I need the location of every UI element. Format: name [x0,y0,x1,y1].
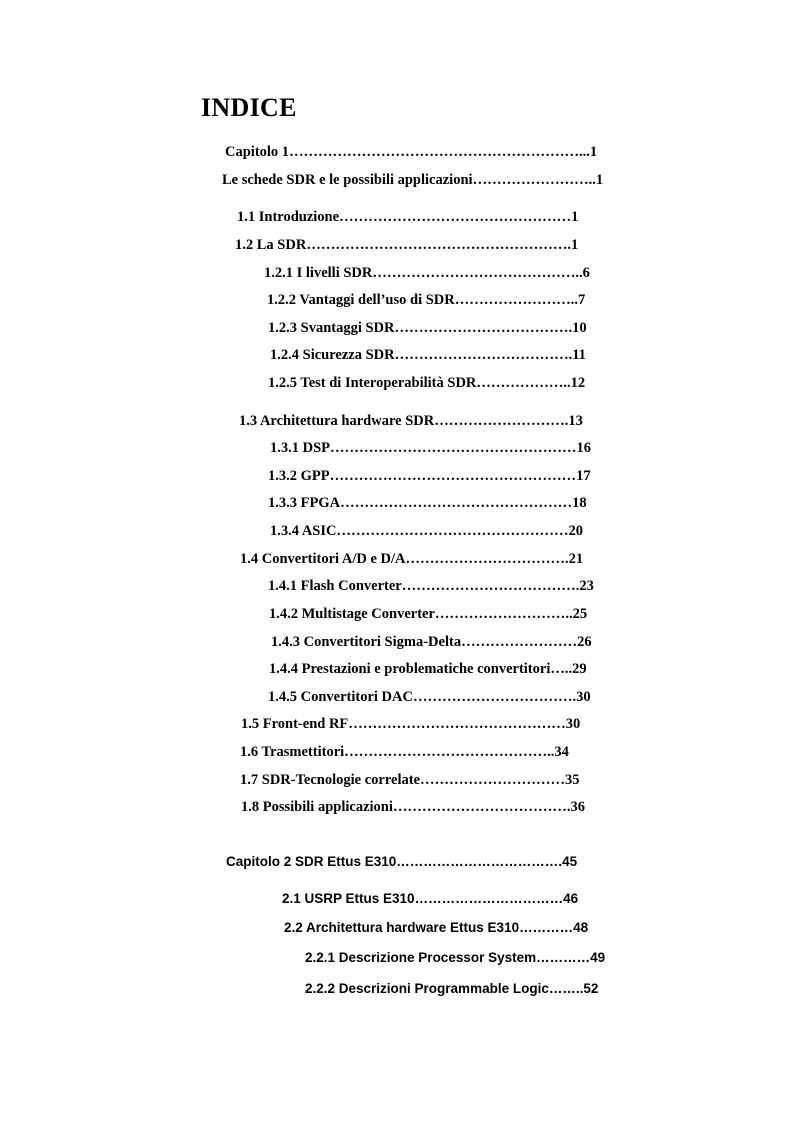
toc-entry-1-3[interactable] [239,412,583,430]
toc-label: 1.4 Convertitori A/D e D/A [240,551,406,567]
toc-page: 17 [576,468,591,484]
toc-label: 1.3.1 DSP [270,440,331,456]
toc-leader: ……………….. [476,375,571,391]
toc-label: 2.2.1 Descrizione Processor System [305,950,537,965]
toc-leader: ………………………………. [392,799,571,815]
toc-page: 30 [576,689,591,705]
toc-entry-2-2-1[interactable] [305,949,605,967]
toc-entry-1-3-3[interactable] [268,494,587,512]
toc-label: 1.3.3 FPGA [268,495,341,511]
toc-page: 25 [572,606,588,622]
toc-entry-1-2-3[interactable] [268,319,587,337]
toc-entry-2-1[interactable] [282,890,578,908]
toc-leader: ………………………. [434,413,569,429]
toc-leader: ………………………………………… [339,209,572,225]
page-title: INDICE [201,93,297,122]
toc-label: 1.2.4 Sicurezza SDR [270,347,395,363]
toc-leader: ………………………………. [394,320,573,336]
toc-page: 20 [568,523,583,539]
toc-page: 13 [568,413,583,429]
toc-entry-1-2-1[interactable] [264,264,590,282]
toc-page: 1 [571,209,579,225]
toc-page: 1 [595,172,604,188]
toc-label: Le schede SDR e le possibili applicazioni [222,172,473,188]
toc-label: 1.8 Possibili applicazioni [241,799,393,815]
toc-page: 12 [570,375,586,391]
toc-leader: ……………………………. [412,689,577,705]
toc-label: 1.4.5 Convertitori DAC [268,689,413,705]
toc-label: 1.5 Front-end RF [241,716,349,732]
toc-label: 1.4.4 Prestazioni e problematiche convertitori [269,661,551,677]
toc-page: 46 [563,891,579,906]
toc-entry-1-7[interactable] [240,771,580,789]
toc-entry-capitolo-2[interactable] [226,853,577,871]
toc-leader: ………………………… [420,772,566,788]
toc-leader: …………………………………………… [329,468,577,484]
toc-page: 18 [572,495,587,511]
toc-label: 1.2.3 Svantaggi SDR [268,320,395,336]
toc-page: 11 [572,347,586,363]
toc-leader: ………………………………. [396,854,563,869]
toc-leader: ……………………………………………………... [289,144,590,160]
toc-leader: …………………………………….. [344,744,555,760]
toc-label: 1.2.2 Vantaggi dell’uso di SDR [267,292,455,308]
toc-leader: …………………… [461,634,578,650]
toc-page: 1 [570,237,579,253]
toc-label: 1.2.5 Test di Interoperabilità SDR [268,375,477,391]
toc-page: 29 [572,661,587,677]
toc-page: 36 [570,799,585,815]
toc-label: 2.2 Architettura hardware Ettus E310 [284,920,520,935]
toc-leader: ………… [536,950,591,965]
toc-label: Capitolo 1 [225,144,290,160]
toc-leader: ………… [519,920,574,935]
toc-label: 1.4.2 Multistage Converter [269,606,435,622]
toc-page: 49 [590,950,606,965]
toc-label: 1.3 Architettura hardware SDR [239,413,435,429]
toc-label: 1.6 Trasmettitori [240,744,345,760]
toc-leader: ………………………………………… [340,495,573,511]
toc-leader: ………………………………………………. [306,237,571,253]
toc-entry-1-4-2[interactable] [269,605,587,623]
toc-entry-1-6[interactable] [240,743,569,761]
toc-entry-1-5[interactable] [241,715,580,733]
toc-page: 23 [579,578,594,594]
toc-entry-1-4-1[interactable] [268,577,594,595]
toc-page: 16 [576,440,592,456]
toc-entry-1-3-4[interactable] [270,522,583,540]
toc-entry-schede-sdr[interactable] [222,171,603,189]
toc-leader: …………………………………….. [372,265,583,281]
toc-entry-1-4-4[interactable] [269,660,587,678]
toc-page: 26 [577,634,592,650]
toc-label: 1.7 SDR-Tecnologie correlate [240,772,421,788]
toc-page: 34 [554,744,569,760]
toc-entry-1-2[interactable] [235,236,578,254]
toc-entry-1-3-1[interactable] [270,439,591,457]
toc-entry-1-2-5[interactable] [268,374,585,392]
toc-leader: ……………………….. [434,606,573,622]
toc-label: 1.3.2 GPP [268,468,330,484]
toc-entry-1-2-4[interactable] [270,346,586,364]
toc-label: 1.2.1 I livelli SDR [264,265,373,281]
toc-entry-1-3-2[interactable] [268,467,591,485]
toc-leader: ………………………………………… [336,523,569,539]
toc-page: 7 [578,292,586,308]
toc-leader: ….. [550,661,573,677]
toc-page: 35 [565,772,580,788]
toc-page: 21 [568,551,584,567]
toc-page: 52 [583,981,599,996]
toc-entry-2-2[interactable] [284,919,588,937]
toc-page: 6 [582,265,590,281]
toc-label: 1.3.4 ASIC [270,523,337,539]
toc-label: 1.4.3 Convertitori Sigma-Delta [271,634,462,650]
toc-page: 45 [562,854,578,869]
toc-entry-1-8[interactable] [241,798,585,816]
toc-label: 1.4.1 Flash Converter [268,578,402,594]
toc-label: Capitolo 2 SDR Ettus E310 [226,854,397,869]
toc-entry-1-1[interactable] [237,208,578,226]
toc-label: 2.2.2 Descrizioni Programmable Logic [305,981,549,996]
toc-leader: …………………….. [472,172,596,188]
toc-entry-capitolo-1[interactable] [225,143,597,161]
toc-page: 10 [572,320,587,336]
toc-entry-1-4-3[interactable] [271,633,592,651]
toc-page: 30 [565,716,581,732]
toc-leader: ……………………………………… [348,716,566,732]
toc-label: 2.1 USRP Ettus E310 [282,891,415,906]
toc-leader: …………………………………………… [330,440,577,456]
toc-leader: ………………………………. [401,578,580,594]
toc-entry-1-2-2[interactable] [267,291,585,309]
toc-label: 1.2 La SDR [235,237,307,253]
toc-page: 1 [589,144,598,160]
toc-leader: …….. [548,981,584,996]
toc-leader: ………………………………. [394,347,573,363]
toc-entry-2-2-2[interactable] [305,980,598,998]
toc-page: 48 [573,920,589,935]
toc-label: 1.1 Introduzione [237,209,340,225]
toc-entry-1-4[interactable] [240,550,583,568]
toc-leader: …………………….. [454,292,578,308]
toc-leader: ……………………………. [405,551,569,567]
toc-entry-1-4-5[interactable] [268,688,591,706]
toc-leader: …………………………… [414,891,564,906]
